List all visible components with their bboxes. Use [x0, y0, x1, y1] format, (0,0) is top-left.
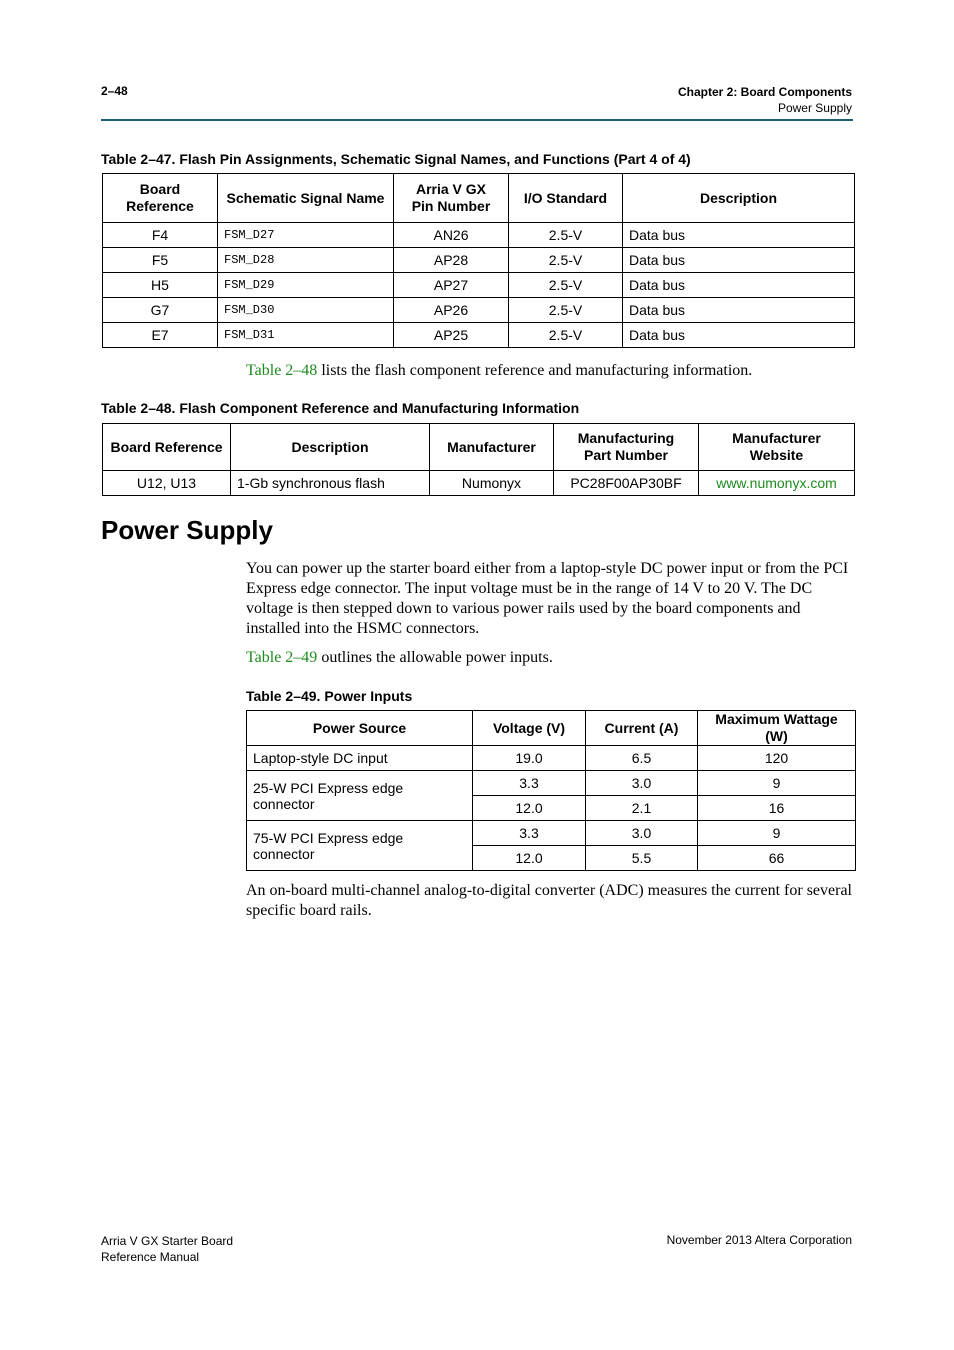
col-voltage: Voltage (V)	[473, 711, 586, 746]
footer-date-company: November 2013 Altera Corporation	[666, 1233, 852, 1247]
table-49-intro: Table 2–49 outlines the allowable power inputs.	[246, 649, 553, 666]
table-row: Laptop-style DC input 19.0 6.5 120	[247, 746, 856, 771]
col-board-reference: Board Reference	[103, 424, 231, 471]
table-row: E7 FSM_D31 AP25 2.5-V Data bus	[103, 323, 855, 348]
table-row: F5 FSM_D28 AP28 2.5-V Data bus	[103, 248, 855, 273]
col-description: Description	[231, 424, 430, 471]
running-header	[678, 84, 852, 116]
table-48	[102, 423, 855, 496]
section-heading: Power Supply	[101, 515, 273, 545]
table-47	[102, 173, 855, 348]
table-49-caption: Table 2–49. Power Inputs	[246, 688, 413, 704]
header-rule	[101, 119, 853, 121]
table-row: 12.0 5.5 66	[247, 846, 856, 871]
adc-paragraph: An on-board multi-channel analog-to-digital converter (ADC) measures the current for several specific board rails.	[246, 882, 852, 919]
table-48-intro: Table 2–48 lists the flash component reference and manufacturing information.	[246, 362, 753, 379]
table-48-link[interactable]: Table 2–48	[246, 362, 318, 379]
col-manufacturer: Manufacturer	[430, 424, 554, 471]
col-website: Manufacturer Website	[699, 424, 855, 471]
table-row: H5 FSM_D29 AP27 2.5-V Data bus	[103, 273, 855, 298]
chapter-title: Chapter 2: Board Components	[677, 85, 852, 99]
table-row: G7 FSM_D30 AP26 2.5-V Data bus	[103, 298, 855, 323]
col-wattage: Maximum Wattage (W)	[698, 711, 856, 746]
manufacturer-website-link[interactable]: www.numonyx.com	[716, 475, 837, 491]
table-row: 12.0 2.1 16	[247, 796, 856, 821]
table-row: U12, U13 1-Gb synchronous flash Numonyx PC28F00AP30BF www.numonyx.com	[103, 471, 855, 496]
col-board-reference: Board Reference	[103, 174, 218, 223]
table-49	[246, 710, 856, 871]
table-row: 25-W PCI Express edge connector 3.3 3.0 9	[247, 771, 856, 796]
table-row: F4 FSM_D27 AN26 2.5-V Data bus	[103, 223, 855, 248]
section-title: Power Supply	[777, 101, 852, 115]
power-supply-paragraph: You can power up the starter board either from a laptop-style DC power input or from the PCI Express edge connector. The input voltage must be in the range of 14 V to 20 V. The DC voltage is then stepped down to various power rails used by the board components and installed into the HSMC connectors.	[246, 560, 849, 637]
col-signal-name: Schematic Signal Name	[218, 174, 394, 223]
col-io-standard: I/O Standard	[509, 174, 623, 223]
footer-document-title: Arria V GX Starter Board Reference Manual	[101, 1234, 234, 1264]
table-47-caption: Table 2–47. Flash Pin Assignments, Schematic Signal Names, and Functions (Part 4 of 4)	[101, 151, 691, 167]
col-pin-number: Arria V GX Pin Number	[394, 174, 509, 223]
col-current: Current (A)	[586, 711, 698, 746]
table-48-caption: Table 2–48. Flash Component Reference and Manufacturing Information	[101, 400, 580, 416]
col-power-source: Power Source	[247, 711, 473, 746]
col-part-number: Manufacturing Part Number	[554, 424, 699, 471]
table-row: 75-W PCI Express edge connector 3.3 3.0 9	[247, 821, 856, 846]
col-description: Description	[623, 174, 855, 223]
table-49-link[interactable]: Table 2–49	[246, 649, 318, 666]
page-number: 2–48	[101, 84, 128, 98]
